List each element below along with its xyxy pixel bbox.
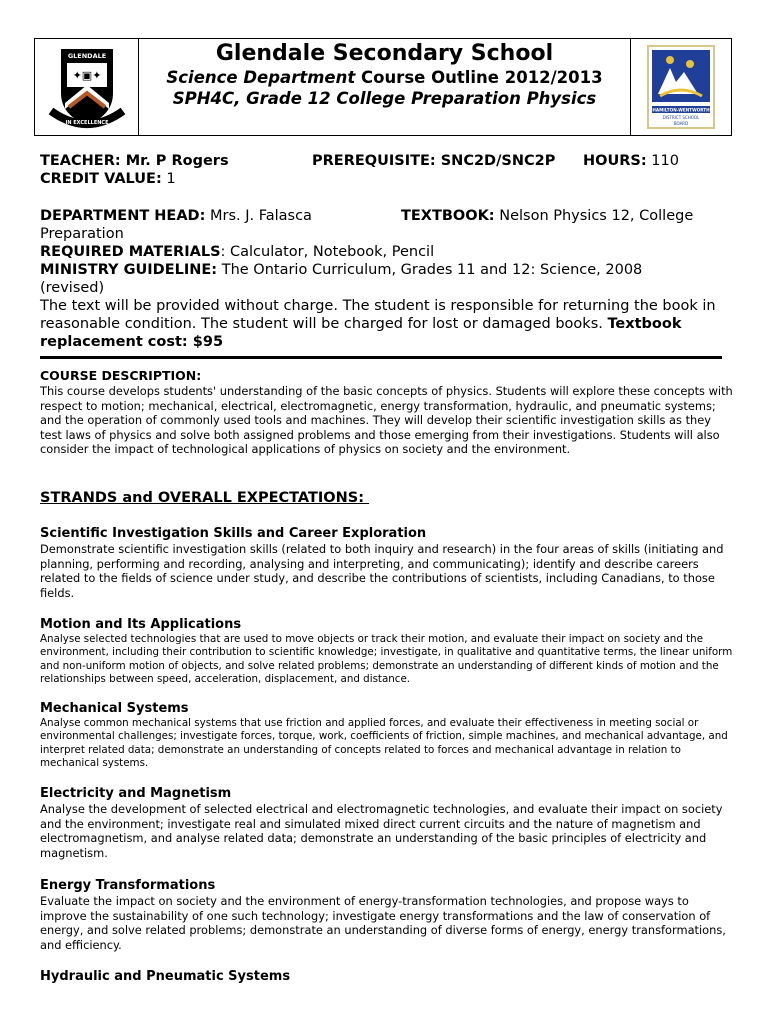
school-name: Glendale Secondary School [215,41,554,66]
hours-line [583,152,679,170]
outline-year: Course Outline 2012/2013 [355,68,603,87]
department-head-line [40,207,312,225]
svg-text:✦▣✦: ✦▣✦ [72,69,101,82]
hours-label: HOURS: [583,153,647,169]
department-head-label: DEPARTMENT HEAD: [40,208,206,224]
materials-label: REQUIRED MATERIALS [40,244,221,260]
strand-text: Demonstrate scientific investigation skills (related to both inquiry and research) in the four areas of skills (initiating and planning, performing and recording, analysing and interpreting, and communicating); identify and describe careers related to the fields of science under study, and describe the contributions of scientists, including Canadians, to those fields. [40,542,724,600]
teacher-line [40,152,229,170]
svg-text:HAMILTON-WENTWORTH: HAMILTON-WENTWORTH [652,107,710,113]
ministry-line [40,261,642,279]
strand-title: Hydraulic and Pneumatic Systems [40,969,291,984]
strands-heading: STRANDS and OVERALL EXPECTATIONS: [40,490,370,506]
strand-title: Energy Transformations [40,878,216,893]
teacher-value: Mr. P Rogers [120,153,229,169]
strand-title: Scientific Investigation Skills and Career Exploration [40,526,427,541]
prerequisite: PREREQUISITE: SNC2D/SNC2P [312,153,556,169]
materials-value: : Calculator, Notebook, Pencil [220,244,435,260]
credit-label: CREDIT VALUE: [40,171,162,187]
ministry-value: The Ontario Curriculum, Grades 11 and 12: Science, 2008 [217,262,643,278]
strand-text: Analyse selected technologies that are used to move objects or track their motion, and evaluate their impact on society and the environment, including their contribution to scientific knowledge; investigate, in qualitative and quantitative terms, the linear uniform and non-uniform motion of objects, and solve related problems; demonstrate an understanding of different kinds of motion and the relationships between speed, acceleration, displacement, and distance. [40,633,733,686]
credit-value: 1 [161,171,176,187]
strand-text: Analyse the development of selected electrical and electromagnetic technologies, and evaluate their impact on society and the environment; investigate real and simulated mixed direct current circuits and the nature of magnetism and electromagnetism, and analyse related data; demonstrate an understanding of the basic principles of electricity and magnetism. [40,802,723,860]
svg-text:GLENDALE: GLENDALE [67,52,106,60]
course-description-heading: COURSE DESCRIPTION: [40,368,202,383]
school-crest-cell [35,39,139,135]
school-board-logo [646,44,716,130]
textbook-note [40,297,732,351]
textbook-line [401,207,693,225]
department-head-value: Mrs. J. Falasca [205,208,312,224]
school-crest-logo [47,45,127,129]
teacher-label: TEACHER: [40,153,121,169]
board-logo-cell [631,39,731,135]
svg-text:DISTRICT SCHOOL: DISTRICT SCHOOL [662,115,700,120]
credit-line [40,170,176,188]
textbook-note-text: The text will be provided without charge. The student is responsible for returning the book in reasonable condition. The student will be charged for lost or damaged books. [40,298,716,332]
svg-text:IN EXCELLENCE: IN EXCELLENCE [64,120,109,126]
course-description-text: This course develops students' understanding of the basic concepts of physics. Students will explore these concepts with respect to motion; mechanical, electrical, electromagnetic, energy transformation, hydraulic, and pneumatic systems; and the operation of commonly used tools and machines. They will develop their scientific investigation skills as they test laws of physics and solve both assigned problems and those emerging from their investigations. Students will also consider the impact of technological applications of physics on society and the environment. [40,384,733,457]
hours-value: 110 [646,153,679,169]
materials-line [40,243,434,261]
header-table [34,38,732,136]
header-title-cell [139,39,631,135]
course-line: SPH4C, Grade 12 College Preparation Physics [172,89,597,108]
textbook-value: Nelson Physics 12, College [494,208,694,224]
strand-title: Electricity and Magnetism [40,786,232,801]
section-divider [40,356,722,359]
strand-title: Mechanical Systems [40,701,189,716]
textbook-continuation: Preparation [40,226,124,242]
strand-text: Analyse common mechanical systems that use friction and applied forces, and evaluate their effectiveness in meeting social or environmental challenges; investigate forces, torque, work, coefficients of friction, simple machines, and mechanical advantage, and interpret related data; demonstrate an understanding of concepts related to forces and mechanical advantage in relation to mechanical systems. [40,717,728,770]
strand-title: Motion and Its Applications [40,617,242,632]
ministry-continuation: (revised) [40,280,105,296]
textbook-cost: Textbook replacement cost: $95 [40,316,682,350]
textbook-label: TEXTBOOK: [401,208,495,224]
department-outline-line [139,67,630,88]
department-name: Science Department [166,68,356,87]
svg-text:BOARD: BOARD [673,121,689,126]
strand-text: Evaluate the impact on society and the environment of energy-transformation technologies, and propose ways to improve the sustainability of one such technology; investigate energy transformations and the law of conservation of energy, and solve related problems; demonstrate an understanding of diverse forms of energy, energy transformations, and efficiency. [40,894,726,952]
ministry-label: MINISTRY GUIDELINE: [40,262,218,278]
